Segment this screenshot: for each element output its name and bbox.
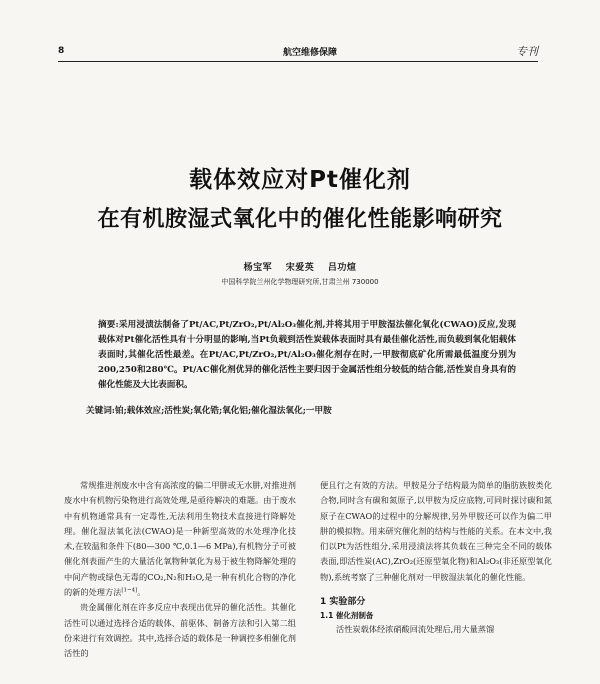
paragraph: 贵金属催化剂在许多反应中表现出优异的催化活性。其催化活性可以通过选择合适的载体、前驱体、制备方法和引入第二组份来进行有效调控。其中,选择合适的载体是一种调控多相催化剂活性的 (64, 602, 296, 659)
title-line-1: 载体效应对Pt催化剂 (189, 167, 411, 193)
affiliation: 中国科学院兰州化学物理研究所,甘肃兰州 730000 (221, 278, 379, 286)
journal-name: 航空维修保障 (283, 48, 338, 58)
section-heading: 1 实验部分 (320, 597, 366, 608)
page-header (58, 42, 538, 62)
page-number: 8 (58, 46, 65, 56)
subsection-heading: 1.1 催化剂制备 (320, 611, 374, 621)
keywords-label: 关键词: (86, 406, 115, 416)
citation: [1~4] (121, 587, 138, 594)
header-rule (58, 61, 538, 62)
issue-label: 专刊 (516, 45, 538, 58)
paragraph: 活性炭载体经浓硝酸回流处理后,用大量蒸馏 (336, 624, 495, 635)
abstract-text: 采用浸渍法制备了Pt/AC,Pt/ZrO₂,Pt/Al₂O₃催化剂,并将其用于甲胺湿法催化氧化(CWAO)反应,发现载体对Pt催化活性具有十分明显的影响,当Pt负载到活性炭载体表面时具有最佳催化活性,而负载到氧化铝载体表面时,其催化活性最差。在Pt/AC,Pt/ZrO₂,Pt/Al₂O₃催化剂存在时,一甲胺彻底矿化所需最低温度分别为200,250和280℃。Pt/AC催化剂优异的催化活性主要归因于金属活性组分较低的结合能,活性炭自身具有的催化性能及大比表面积。 (98, 320, 516, 390)
keywords-text: 铂;载体效应;活性炭;氧化锆;氧化铝;催化湿法氧化;一甲胺 (114, 406, 332, 416)
paragraph: 常规推进剂废水中含有高浓度的偏二甲肼或无水肼,对推进剂废水中有机物污染物进行高效处理,是亟待解决的难题。由于废水中有机物通常具有一定毒性,无法利用生物技术直接进行降解处理。催化湿法氧化法(CWAO)是一种新型高效的水处理净化技术,在较温和条件下(80—300 ℃,0.1—6 MPa),有机物分子可被催化剂表面产生的大量活化氧物种氧化为易于被生物降解处理的中间产物或绿色无毒的CO₂,N₂和H₂O,是一种有机化合物的净化的新的处理方法[1~4]。 (64, 480, 296, 598)
body-column-right (320, 478, 552, 637)
abstract-label: 摘要: (98, 320, 119, 330)
abstract (86, 318, 516, 393)
paragraph: 便且行之有效的方法。甲胺是分子结构最为简单的脂肪族胺类化合物,同时含有碳和氮原子,以甲胺为反应底物,可同时探讨碳和氮原子在CWAO的过程中的分解规律,另外甲胺还可以作为偏二甲肼的模拟物。用来研究催化剂的结构与性能的关系。在本文中,我们以Pt为活性组分,采用浸渍法将其负载在三种完全不同的载体表面,即活性炭(AC),ZrO₂(还原型氧化物)和Al₂O₃(非还原型氧化物),系统考察了三种催化剂对一甲胺湿法氧化的催化性能。 (320, 480, 552, 582)
authors: 杨宝军 宋爱英 吕功煊 (243, 263, 357, 273)
title-line-2: 在有机胺湿式氧化中的催化性能影响研究 (97, 207, 503, 232)
body-column-left (64, 478, 296, 662)
keywords (86, 404, 516, 416)
